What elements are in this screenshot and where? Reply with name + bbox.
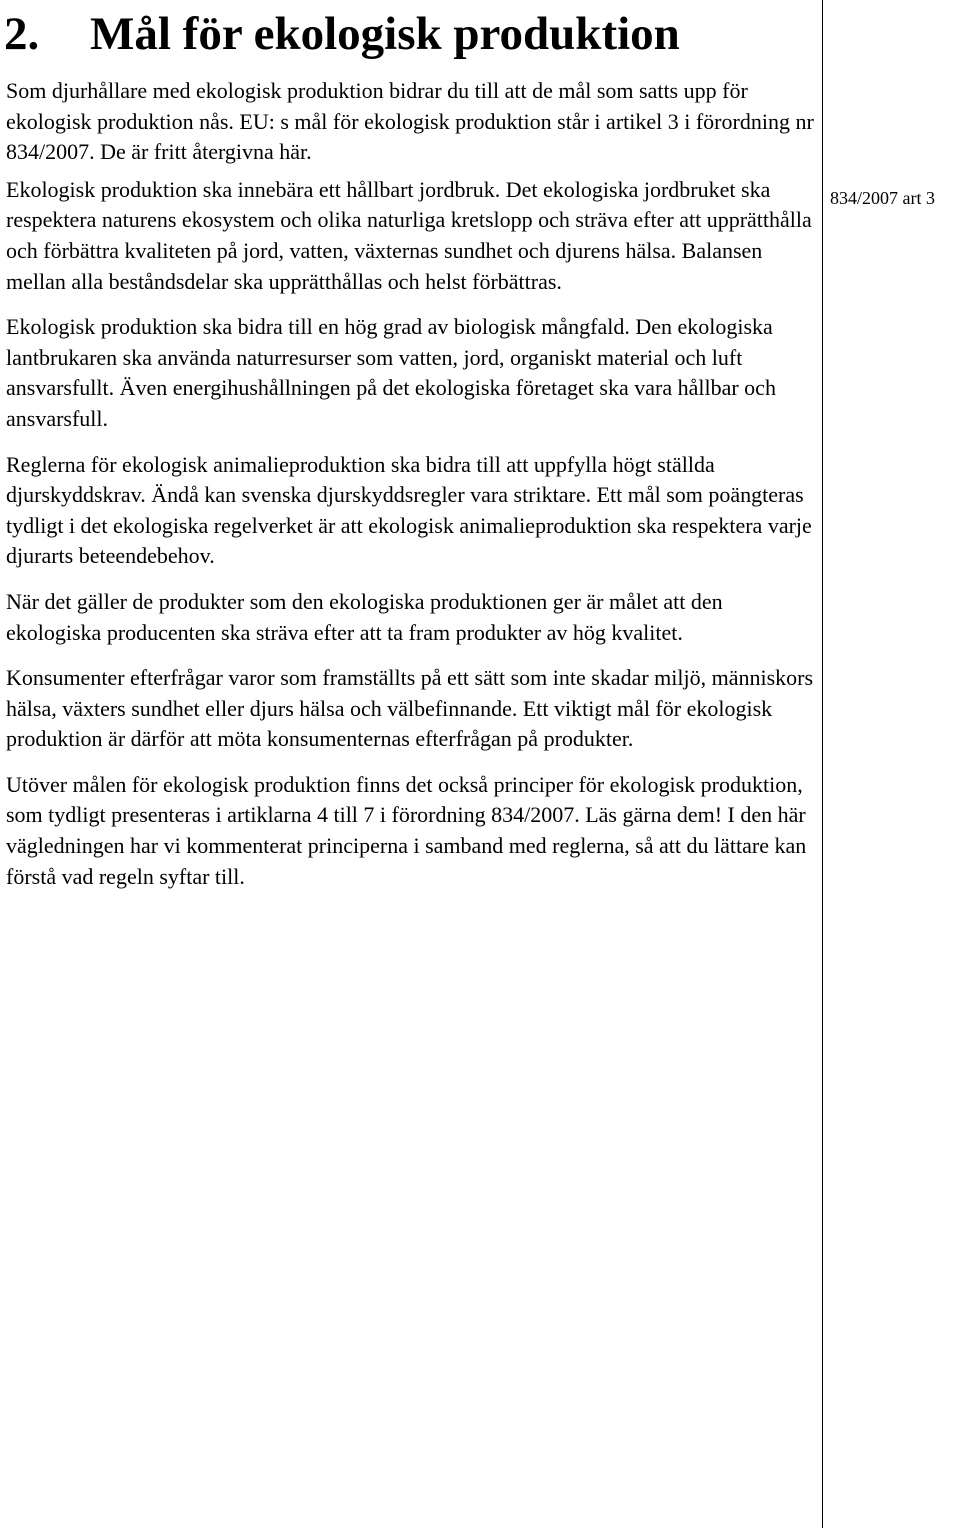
margin-reference: 834/2007 art 3	[830, 188, 935, 208]
paragraph-intro: Som djurhållare med ekologisk produktion bidrar du till att de mål som satts upp för ekologisk produktion nås. EU: s mål för ekologisk produktion står i artikel 3 i förordning nr 834/2007. De är fritt återgivna här.	[6, 78, 814, 165]
paragraph-biodiversity: Ekologisk produktion ska bidra till en hög grad av biologisk mångfald. Den ekologiska lantbrukaren ska använda naturresurser som vatten, jord, organiskt material och luft ansvarsfullt. Även energihushållningen på det ekologiska företaget ska vara hållbar och ansvarsfull.	[6, 314, 776, 431]
paragraph-consumer-demand: Konsumenter efterfrågar varor som framställts på ett sätt som inte skadar miljö, människors hälsa, växters sundhet eller djurs hälsa och välbefinnande. Ett viktigt mål för ekologisk produktion är därför att möta konsumenternas efterfrågan på produkter.	[6, 665, 814, 752]
paragraph-sustainable-farming: Ekologisk produktion ska innebära ett hållbart jordbruk. Det ekologiska jordbruket ska respektera naturens ekosystem och olika naturliga kretslopp och sträva efter att upprätthålla och förbättra kvaliteten på jord, vatten, växternas sundhet och djurens hälsa. Balansen mellan alla beståndsdelar ska upprätthållas och helst förbättras.	[6, 176, 812, 294]
paragraph-animal-welfare: Reglerna för ekologisk animalieproduktion ska bidra till att uppfylla högt ställda djurskyddskrav. Ändå kan svenska djurskyddsregler vara striktare. Ett mål som poängteras tydligt i det ekologiska regelverket är att ekologisk animalieproduktion ska respektera varje djurarts beteendebehov.	[6, 451, 812, 569]
paragraph-principles: Utöver målen för ekologisk produktion finns det också principer för ekologisk produktion, som tydligt presenteras i artiklarna 4 till 7 i förordning 834/2007. Läs gärna dem! I den här vägledningen har vi kommenterat principerna i samband med reglerna, så att du lättare kan förstå vad regeln syftar till.	[6, 771, 807, 889]
margin-divider	[822, 0, 823, 1528]
section-title: Mål för ekologisk produktion	[90, 8, 680, 60]
paragraph-product-quality: När det gäller de produkter som den ekologiska produktionen ger är målet att den ekologiska producenten ska sträva efter att ta fram produkter av hög kvalitet.	[6, 588, 723, 645]
section-heading	[4, 6, 680, 62]
section-number: 2.	[4, 8, 40, 60]
body-text	[6, 76, 814, 907]
